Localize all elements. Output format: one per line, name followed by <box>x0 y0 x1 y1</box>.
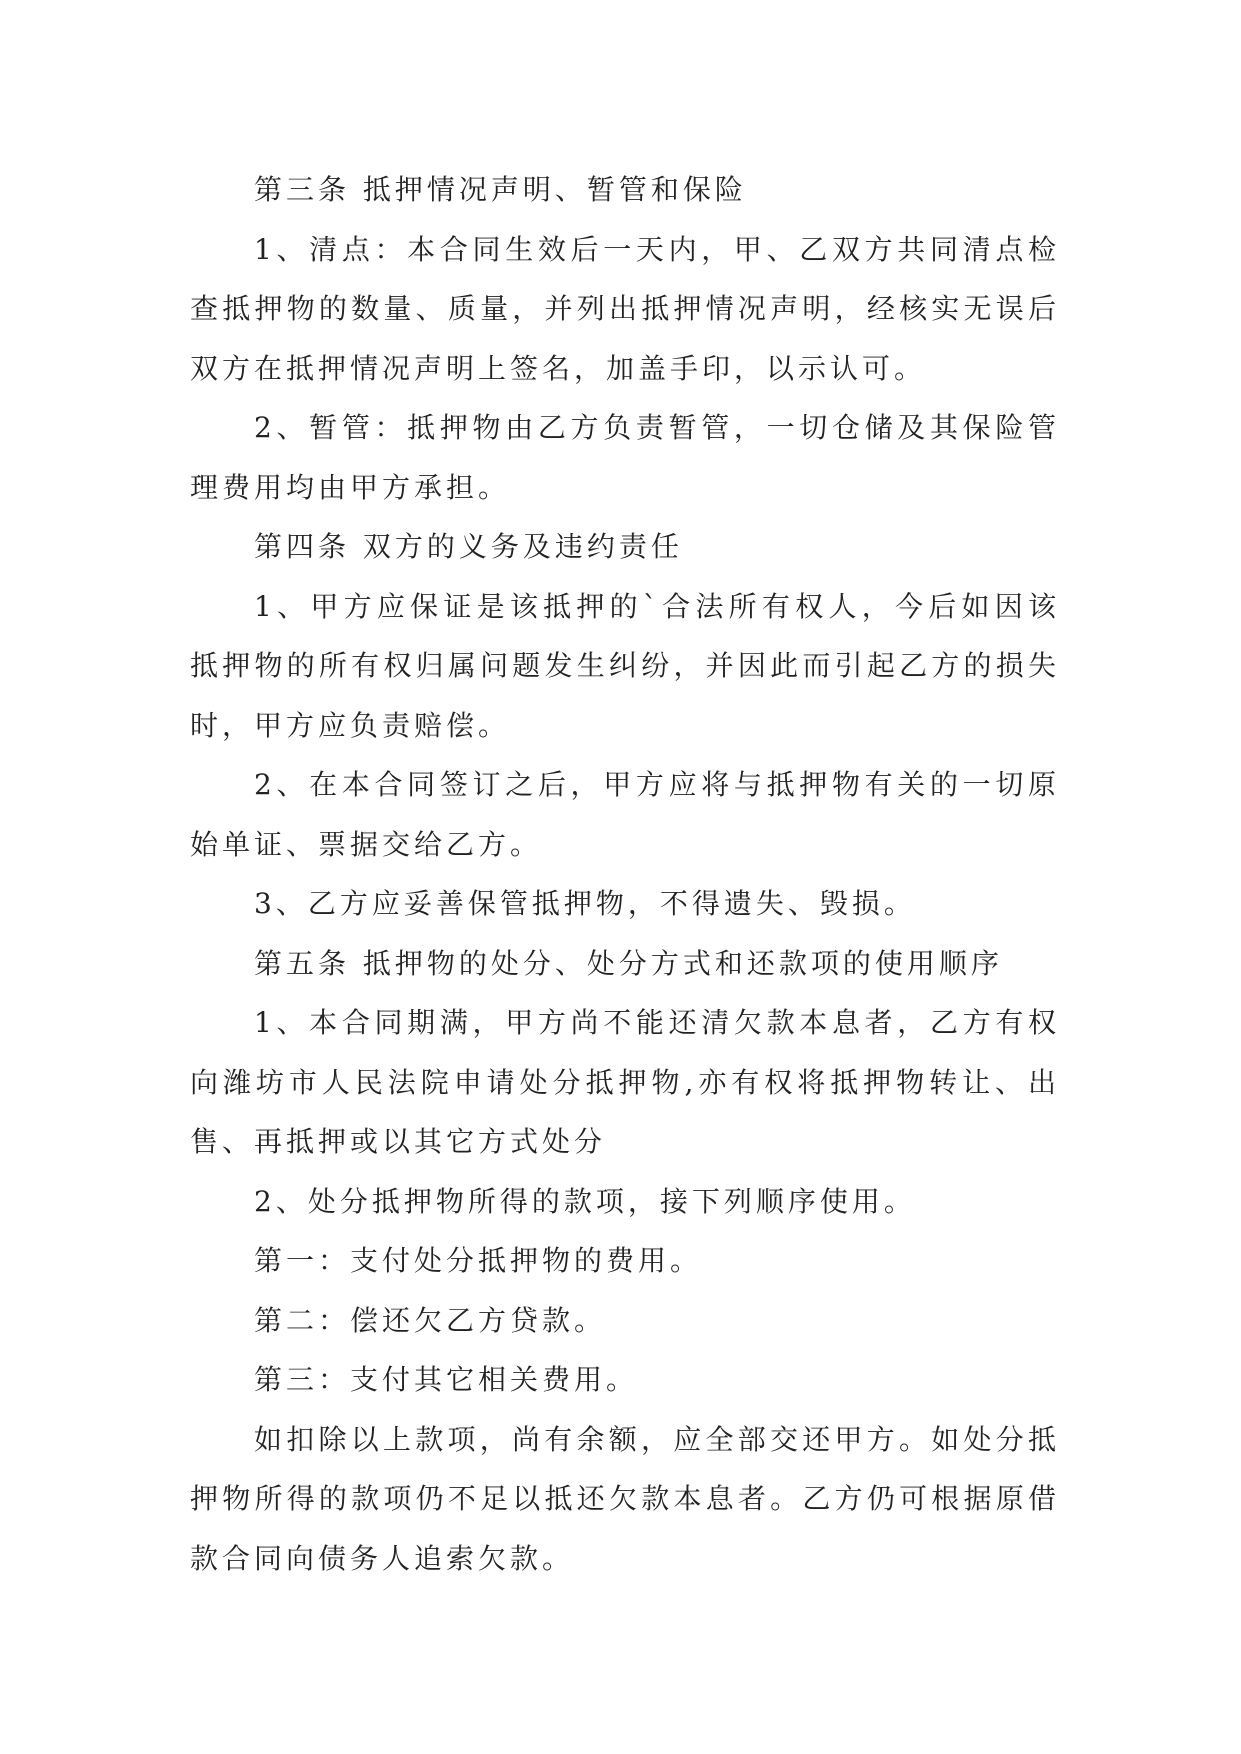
article-5-clause-2: 2、处分抵押物所得的款项，接下列顺序使用。 <box>254 1184 916 1218</box>
order-item-2: 第二：偿还欠乙方贷款。 <box>254 1303 607 1337</box>
article-5-clause-1: 1、本合同期满，甲方尚不能还清欠款本息者，乙方有权向潍坊市人民法院申请处分抵押物,亦有权将抵押物转让、出售、再抵押或以其它方式处分 <box>190 1006 1060 1158</box>
article-4-heading: 第四条 双方的义务及违约责任 <box>254 530 683 563</box>
article-3-clause-1: 1、清点：本合同生效后一天内，甲、乙双方共同清点检查抵押物的数量、质量，并列出抵押情况声明，经核实无误后双方在抵押情况声明上签名，加盖手印，以示认可。 <box>190 232 1060 385</box>
order-item-3: 第三：支付其它相关费用。 <box>254 1363 639 1396</box>
article-4-clause-1: 1、甲方应保证是该抵押的`合法所有权人，今后如因该抵押物的所有权归属问题发生纠纷，并因此而引起乙方的损失时，甲方应负责赔偿。 <box>190 589 1060 742</box>
remainder-clause: 如扣除以上款项，尚有余额，应全部交还甲方。如处分抵押物所得的款项仍不足以抵还欠款本息者。乙方仍可根据原借款合同向债务人追索欠款。 <box>190 1422 1060 1575</box>
document-page <box>190 160 1060 1588</box>
order-item-1: 第一：支付处分抵押物的费用。 <box>254 1244 703 1277</box>
article-3-clause-2: 2、暂管：抵押物由乙方负责暂管，一切仓储及其保险管理费用均由甲方承担。 <box>190 411 1060 504</box>
article-5-heading: 第五条 抵押物的处分、处分方式和还款项的使用顺序 <box>254 946 1003 980</box>
article-4-clause-2: 2、在本合同签订之后，甲方应将与抵押物有关的一切原始单证、票据交给乙方。 <box>190 768 1060 861</box>
article-4-clause-3: 3、乙方应妥善保管抵押物，不得遗失、毁损。 <box>254 887 916 920</box>
article-3-heading: 第三条 抵押情况声明、暂管和保险 <box>254 173 747 206</box>
